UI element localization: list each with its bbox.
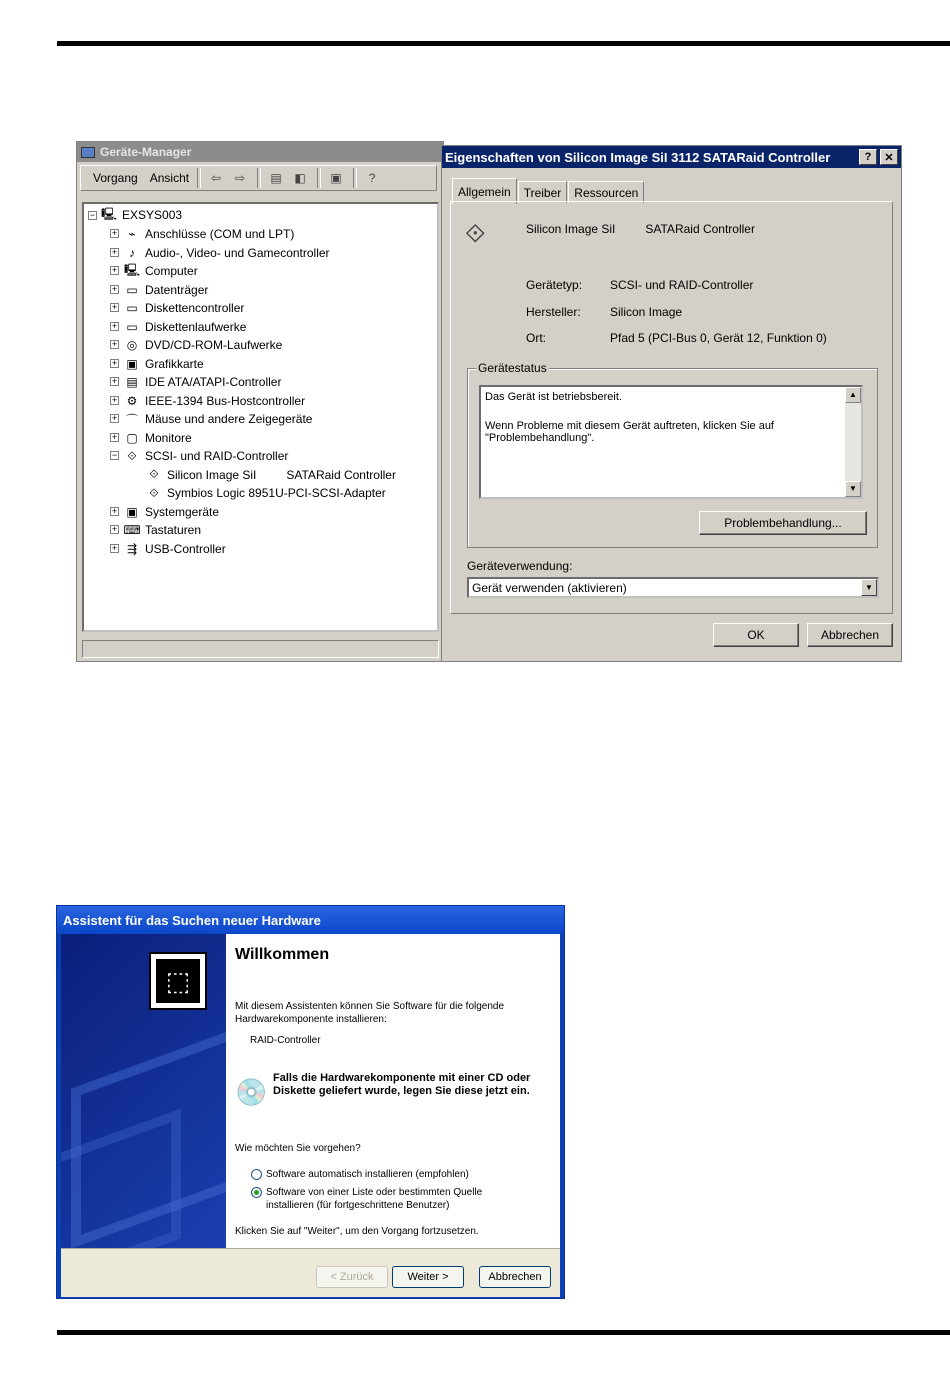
troubleshoot-button[interactable]: Problembehandlung... [699,511,867,535]
device-tree-item-label: Diskettencontroller [145,301,245,315]
hardware-icon: ⬚ [149,952,207,1010]
tab-strip [452,177,645,203]
device-manager-toolbar [80,165,437,191]
device-tree-item-label: Symbios Logic 8951U-PCI-SCSI-Adapter [167,486,386,500]
device-tree-item-label: Monitore [145,430,192,445]
device-name: Silicon Image SiI SATARaid Controller [526,222,755,236]
expand-icon[interactable]: + [111,228,118,238]
expand-icon[interactable]: + [111,302,118,312]
device-tree[interactable] [82,202,439,632]
tree-root-label: EXSYS003 [122,208,183,222]
device-manager-window [76,141,444,662]
floppy-controller-icon: ▭ [126,301,138,315]
device-tree-item[interactable] [146,484,386,502]
device-tree-item[interactable] [111,429,192,447]
display-adapter-icon: ▣ [126,356,138,371]
expand-icon[interactable]: + [111,246,118,257]
menu-ansicht[interactable]: Ansicht [149,171,190,185]
top-rule [57,41,950,46]
device-tree-item-label: Tastaturen [145,523,202,537]
floppy-drive-icon: ▭ [126,319,138,334]
device-tree-item-label: DVD/CD-ROM-Laufwerke [145,338,283,352]
cancel-button[interactable]: Abbrechen [807,623,893,647]
cd-icon: 💿 [235,1077,268,1107]
manufacturer-value: Silicon Image [610,305,683,319]
next-button[interactable]: Weiter > [392,1266,464,1288]
toolbar-separator [317,168,321,188]
device-tree-item[interactable] [111,244,330,262]
chevron-down-icon[interactable]: ▼ [861,579,877,596]
tab-allgemein[interactable]: Allgemein [452,178,517,204]
expand-icon[interactable]: + [111,376,118,386]
wizard-footer [61,1248,560,1297]
menu-vorgang[interactable]: Vorgang [93,171,138,185]
scsi-icon: ⟐ [149,467,159,481]
option-manual-install-label: Software von einer Liste oder bestimmten Quelle installieren (für fortgeschrittene Benutzer) [266,1187,483,1211]
keyboard-icon: ⌨ [123,523,141,537]
computer-icon: 🖳 [124,262,141,277]
show-hide-tree-icon[interactable]: ◧ [294,171,306,185]
up-folder-icon[interactable]: ▤ [270,171,282,185]
system-icon: ▣ [126,504,138,519]
wizard-content [226,934,560,1248]
device-tree-item[interactable] [111,521,202,539]
wizard-heading: Willkommen [235,946,330,963]
device-tree-item[interactable] [111,540,226,558]
device-tree-item-label: IEEE-1394 Bus-Hostcontroller [145,393,306,408]
scsi-icon: ⟐ [149,485,159,500]
device-status-legend: Gerätestatus [478,361,547,375]
device-tree-item-label: Grafikkarte [145,356,204,371]
computer-icon: 🖳 [101,206,118,221]
device-tree-item-label: Anschlüsse (COM und LPT) [145,227,295,241]
wizard-cd-hint: Falls die Hardwarekomponente mit einer CD oder Diskette geliefert wurde, legen Sie diese jetzt ein. [273,1072,531,1097]
help-button[interactable]: ? [859,149,877,165]
tree-root[interactable] [88,206,182,224]
device-tree-item[interactable] [111,318,247,336]
device-tree-item[interactable] [111,410,313,428]
wizard-cancel-button[interactable]: Abbrechen [479,1266,551,1288]
device-tree-item[interactable] [111,392,306,410]
device-tree-item[interactable] [111,503,220,521]
usb-icon: ⇶ [126,541,138,556]
expand-icon[interactable]: + [111,357,118,368]
collapse-icon[interactable]: − [89,209,96,220]
expand-icon[interactable]: + [111,320,118,331]
ide-icon: ▤ [126,375,138,389]
device-manager-titlebar [77,142,443,162]
device-manager-title: Geräte-Manager [100,145,192,159]
manufacturer-label: Hersteller: [526,305,581,319]
port-icon: ⌁ [128,227,136,241]
ok-button[interactable]: OK [713,623,799,647]
tab-panel-allgemein [450,201,893,614]
device-tree-item-label: Mäuse und andere Zeigegeräte [145,412,313,426]
scsi-controller-icon: ⟐ [465,218,486,248]
radio-button[interactable] [251,1169,262,1180]
properties-titlebar [442,146,901,168]
device-status-text[interactable] [479,385,863,499]
option-auto-install[interactable] [251,1168,469,1181]
option-auto-install-label: Software automatisch installieren (empfohlen) [266,1169,469,1180]
toolbar-separator [353,168,357,188]
forward-arrow-icon[interactable]: ⇨ [235,171,246,185]
device-tree-item[interactable] [111,281,209,299]
device-tree-item-label: SCSI- und RAID-Controller [145,449,289,463]
tab-ressourcen[interactable]: Ressourcen [568,181,644,203]
device-tree-item[interactable] [111,336,283,354]
expand-icon[interactable]: + [111,524,118,534]
wizard-device-name: RAID-Controller [250,1035,321,1046]
device-type-value: SCSI- und RAID-Controller [610,278,754,292]
tab-treiber[interactable]: Treiber [518,181,568,203]
device-tree-item[interactable] [111,299,245,317]
device-tree-item-label: IDE ATA/ATAPI-Controller [145,375,282,389]
wizard-title: Assistent für das Suchen neuer Hardware [63,912,321,928]
device-tree-item-label: Systemgeräte [145,504,220,519]
back-button[interactable]: < Zurück [316,1266,388,1288]
wizard-titlebar [57,906,564,934]
device-tree-item[interactable] [111,447,289,465]
device-tree-item-label: Silicon Image SiI SATARaid Controller [167,467,396,482]
expand-icon[interactable]: + [111,394,118,405]
cdrom-icon: ◎ [126,338,138,352]
device-tree-item-label: Diskettenlaufwerke [145,319,247,334]
properties-icon[interactable]: ▣ [330,171,342,185]
device-tree-item-label: Audio-, Video- und Gamecontroller [145,245,330,260]
device-tree-item-label: Datenträger [145,282,209,297]
properties-dialog [441,145,902,662]
location-value: Pfad 5 (PCI-Bus 0, Gerät 12, Funktion 0) [610,331,827,345]
disk-icon: ▭ [126,282,138,297]
wizard-continue-hint: Klicken Sie auf "Weiter", um den Vorgang fortzusetzen. [235,1226,479,1237]
device-tree-item[interactable] [111,262,198,280]
scsi-icon: ⟐ [127,448,137,463]
properties-title: Eigenschaften von Silicon Image SiI 3112 SATARaid Controller [445,149,831,165]
device-usage-value: Gerät verwenden (aktivieren) [472,580,627,595]
expand-icon[interactable]: + [111,339,118,349]
expand-icon[interactable]: + [111,283,118,294]
device-tree-item-label: USB-Controller [145,541,226,556]
expand-icon[interactable]: + [111,413,118,423]
option-manual-install[interactable] [251,1186,531,1212]
monitor-icon: ▢ [126,430,138,445]
device-type-label: Gerätetyp: [526,278,583,292]
bottom-rule [57,1330,950,1335]
device-tree-item-label: Computer [145,264,198,278]
expand-icon[interactable]: + [111,431,118,442]
status-scrollbar[interactable] [845,387,861,497]
wizard-question: Wie möchten Sie vorgehen? [235,1143,361,1154]
expand-icon[interactable]: + [111,505,118,516]
hardware-wizard-window [56,905,565,1299]
usage-label: Geräteverwendung: [467,559,573,573]
wizard-sidebar [61,934,226,1248]
toolbar-separator [257,168,261,188]
device-usage-select[interactable] [467,577,879,598]
speaker-icon: ♪ [129,245,135,260]
scroll-down-icon[interactable]: ▼ [845,481,861,497]
computer-icon [81,147,95,158]
close-button[interactable]: ✕ [880,149,898,165]
expand-icon[interactable]: + [111,542,118,553]
radio-button-selected[interactable] [251,1187,262,1198]
collapse-icon[interactable]: − [111,450,118,460]
scroll-up-icon[interactable]: ▲ [845,387,861,403]
expand-icon[interactable]: + [111,265,118,275]
location-label: Ort: [526,331,546,345]
device-tree-item[interactable] [146,466,396,484]
back-arrow-icon[interactable]: ⇦ [211,171,222,185]
device-tree-item[interactable] [111,373,282,391]
status-line-1: Das Gerät ist betriebsbereit. [485,391,622,403]
status-bar [82,640,439,658]
firewire-icon: ⚙ [126,393,138,408]
device-status-group [467,361,878,548]
device-tree-item[interactable] [111,355,204,373]
toolbar-separator [197,168,201,188]
help-icon[interactable]: ? [368,171,376,185]
mouse-icon: ⌒ [125,412,138,427]
device-tree-item[interactable] [111,225,295,243]
wizard-intro: Mit diesem Assistenten können Sie Software für die folgende Hardwarekomponente installieren: [235,1001,505,1025]
status-line-2: Wenn Probleme mit diesem Gerät auftreten, klicken Sie auf "Problembehandlung". [485,420,774,444]
